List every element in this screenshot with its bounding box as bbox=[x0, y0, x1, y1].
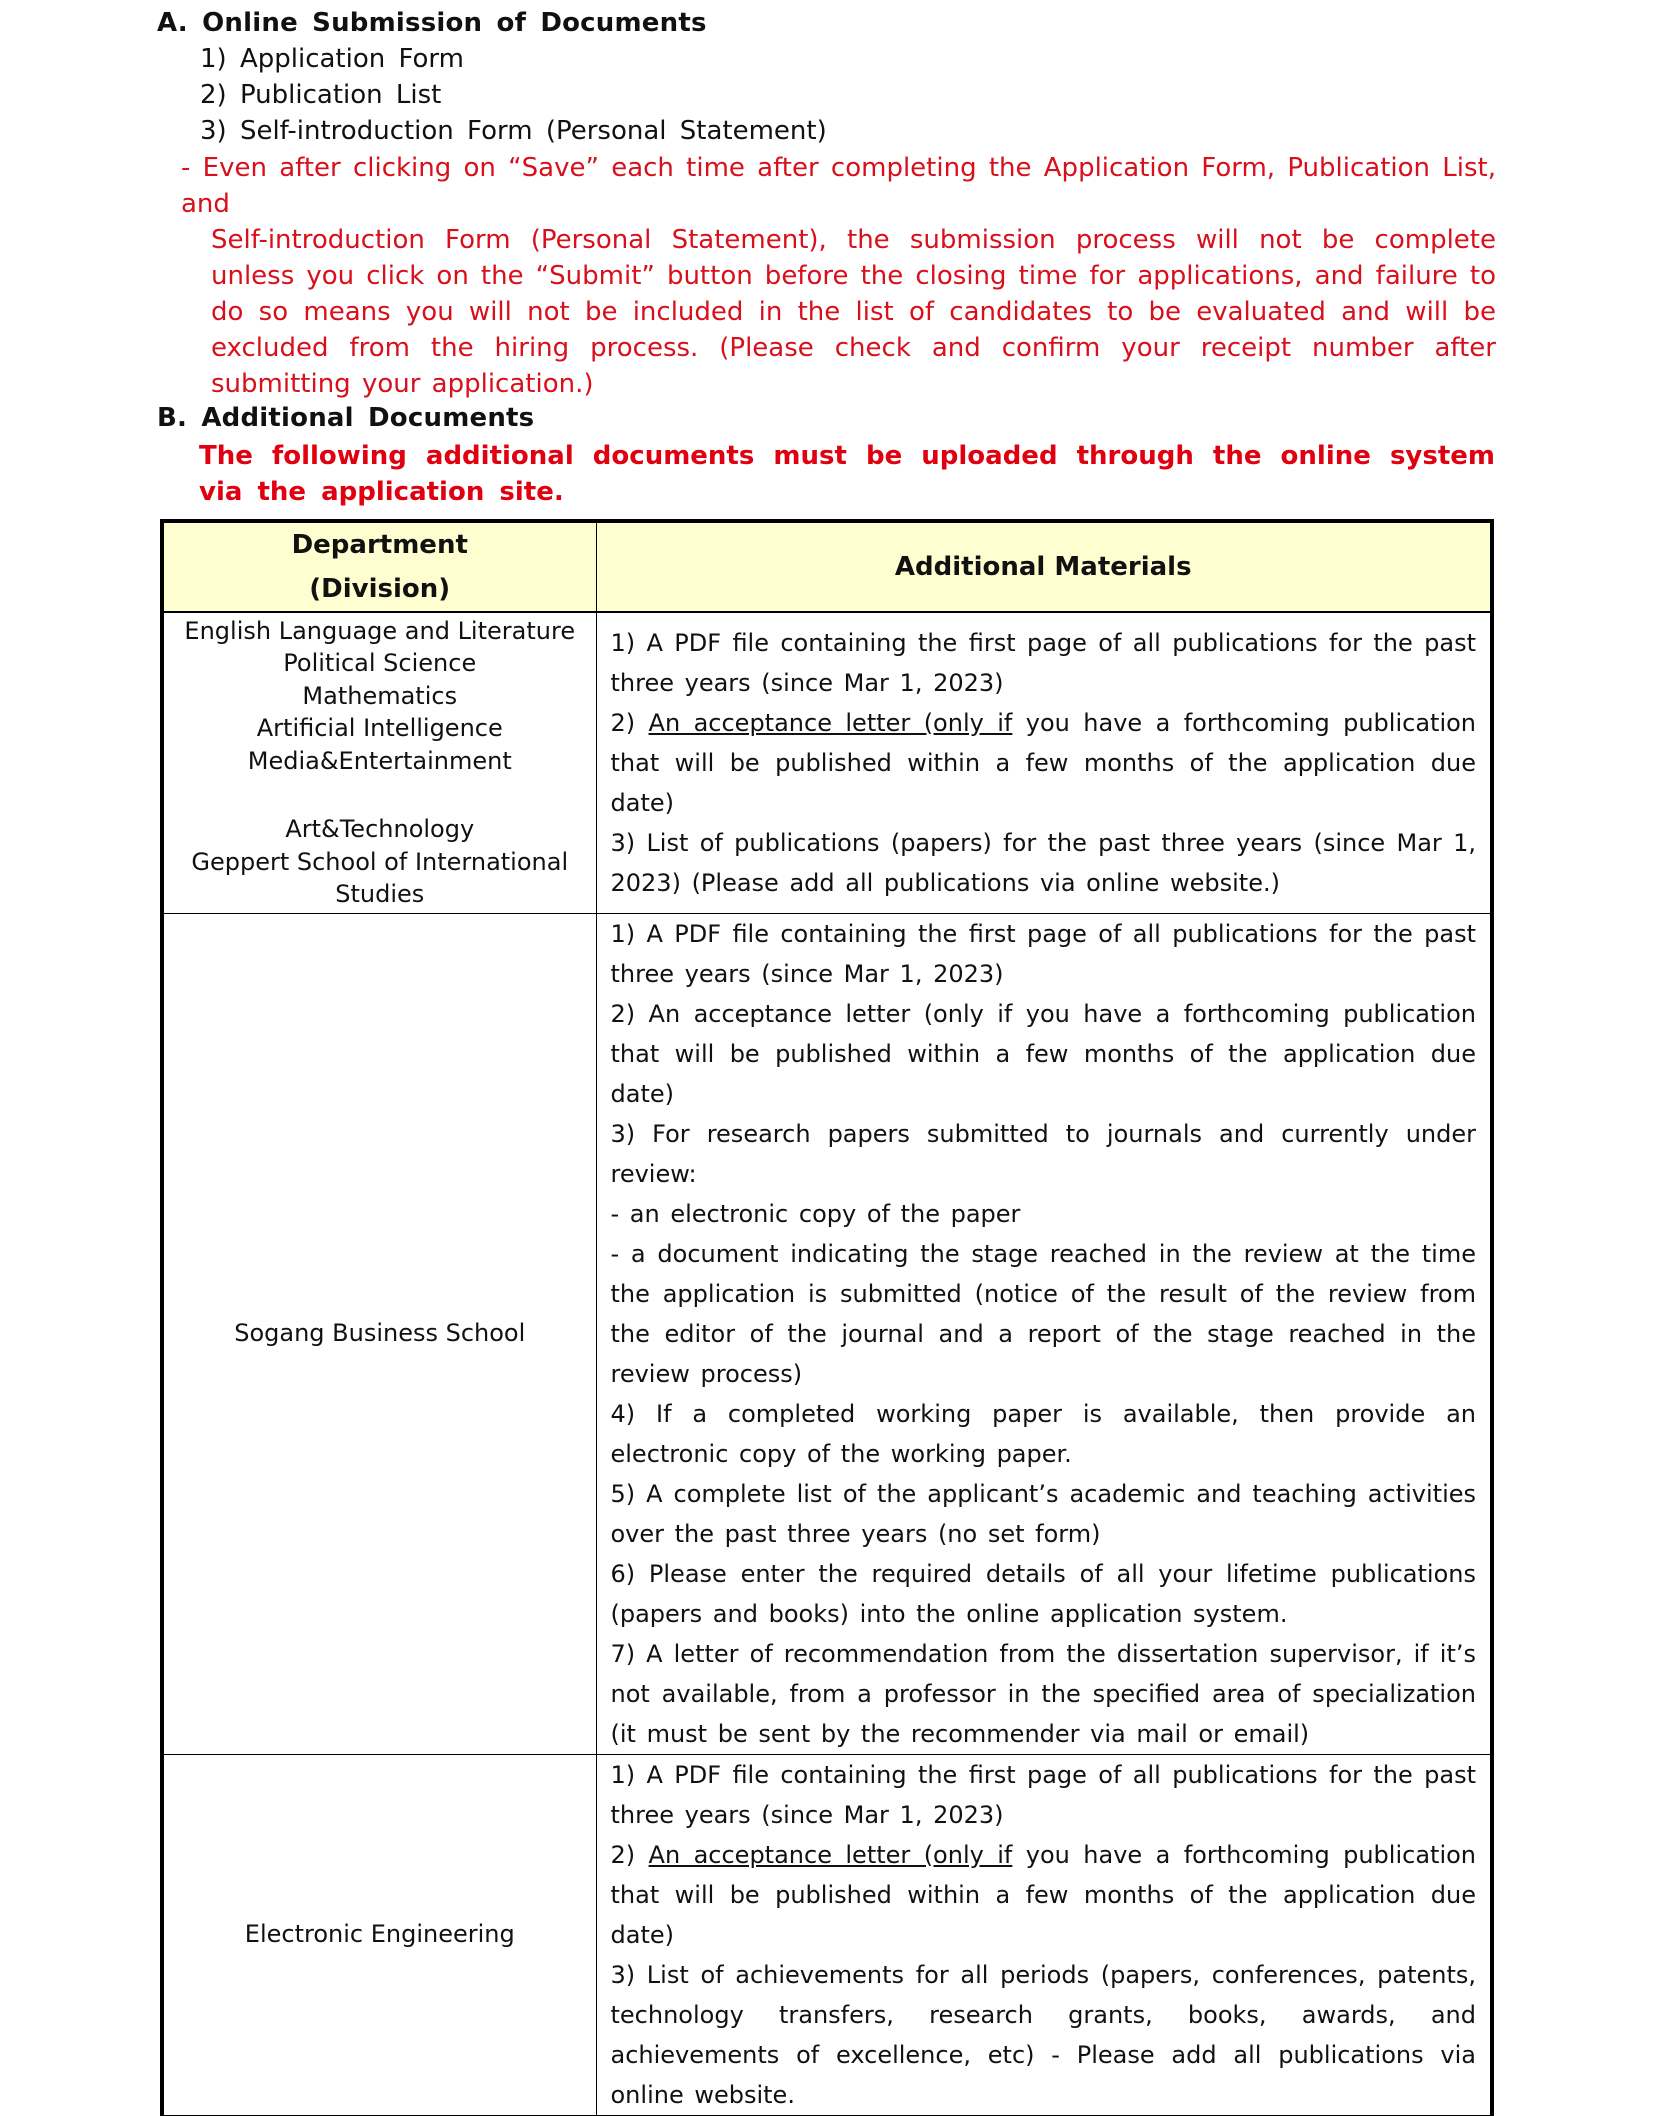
note-body: Self-introduction Form (Personal Statement), the submission process will not be complete unless you click on the “Submit” button before the closing time for applications, and failure to do so means you will not be included in the list of candidates to be evaluated and will be excluded from the hiring process. (Please check and confirm your receipt number after submitting your application.) bbox=[211, 225, 1496, 399]
department-name: Media&Entertainment bbox=[247, 746, 512, 775]
material-item: 3) List of publications (papers) for the past three years (since Mar 1, 2023) (Please add all publications via online website.) bbox=[610, 828, 1476, 897]
department-name: Studies bbox=[335, 880, 425, 909]
section-b-title: B. Additional Documents bbox=[157, 403, 535, 433]
header-department-line1: Department bbox=[291, 530, 468, 560]
material-item bbox=[611, 1835, 1477, 1955]
material-rest: you have a forthcoming publication that will be published within a few months of the application due date) bbox=[610, 1840, 1477, 1949]
section-a-item: 2) Publication List bbox=[200, 80, 442, 110]
material-item: 3) List of achievements for all periods (papers, conferences, patents, technology transfers, research grants, books, awards, and achievements of excellence, etc) - Please add all publications via online website. bbox=[610, 1960, 1476, 2109]
material-item: 2) An acceptance letter (only if you have a forthcoming publication that will be published within a few months of the application due date) bbox=[610, 999, 1476, 1108]
material-item: 7) A letter of recommendation from the dissertation supervisor, if it’s not available, from a professor in the specified area of specialization (it must be sent by the recommender via mail or email) bbox=[610, 1639, 1476, 1748]
material-item: - an electronic copy of the paper bbox=[610, 1199, 1021, 1228]
material-prefix: 2) bbox=[610, 708, 649, 737]
material-item: 1) A PDF file containing the first page of all publications for the past three years (since Mar 1, 2023) bbox=[610, 919, 1476, 988]
department-name: Geppert School of International bbox=[191, 847, 569, 876]
material-item: 4) If a completed working paper is available, then provide an electronic copy of the working paper. bbox=[610, 1399, 1476, 1468]
header-materials: Additional Materials bbox=[596, 521, 1492, 612]
additional-documents-table bbox=[160, 519, 1494, 2116]
table-row bbox=[162, 1754, 1492, 2115]
material-item: 3) For research papers submitted to journals and currently under review: bbox=[610, 1119, 1476, 1188]
department-name: English Language and Literature bbox=[184, 616, 576, 645]
material-prefix: 2) bbox=[610, 1840, 649, 1869]
materials-cell bbox=[596, 913, 1492, 1754]
material-rest: you have a forthcoming publication that will be published within a few months of the application due date) bbox=[610, 708, 1477, 817]
note-first-line: - Even after clicking on “Save” each time after completing the Application Form, Publication List, and bbox=[181, 153, 1496, 219]
department-cell bbox=[162, 612, 596, 913]
material-underlined: An acceptance letter (only if bbox=[648, 708, 1013, 737]
submission-warning-note bbox=[181, 150, 1496, 402]
materials-cell bbox=[596, 612, 1492, 913]
materials-cell bbox=[596, 1754, 1492, 2115]
material-item: 6) Please enter the required details of all your lifetime publications (papers and books) into the online application system. bbox=[610, 1559, 1476, 1628]
department-name: Artificial Intelligence bbox=[256, 714, 503, 743]
table-row bbox=[162, 612, 1492, 913]
header-department-line2: (Division) bbox=[309, 574, 451, 604]
department-name: Political Science bbox=[283, 649, 477, 678]
department-cell: Electronic Engineering bbox=[162, 1754, 596, 2115]
material-item: 1) A PDF file containing the first page of all publications for the past three years (since Mar 1, 2023) bbox=[610, 1760, 1476, 1829]
material-item bbox=[611, 703, 1477, 823]
department-name: Art&Technology bbox=[285, 815, 475, 844]
section-a-item: 3) Self-introduction Form (Personal Statement) bbox=[200, 116, 827, 146]
section-a-item: 1) Application Form bbox=[200, 44, 464, 74]
upload-notice: The following additional documents must be uploaded through the online system via the application site. bbox=[199, 441, 1495, 507]
section-a-title: A. Online Submission of Documents bbox=[157, 8, 707, 38]
material-item: 5) A complete list of the applicant’s academic and teaching activities over the past three years (no set form) bbox=[610, 1479, 1476, 1548]
department-name: Mathematics bbox=[302, 681, 458, 710]
table-header-row bbox=[162, 521, 1492, 612]
material-item: - a document indicating the stage reached in the review at the time the application is submitted (notice of the result of the review from the editor of the journal and a report of the stage reached in the review process) bbox=[610, 1239, 1476, 1388]
material-underlined: An acceptance letter (only if bbox=[648, 1840, 1013, 1869]
department-cell: Sogang Business School bbox=[162, 913, 596, 1754]
header-department bbox=[162, 521, 596, 612]
department-spacer bbox=[164, 777, 596, 813]
table-row bbox=[162, 913, 1492, 1754]
material-item: 1) A PDF file containing the first page of all publications for the past three years (since Mar 1, 2023) bbox=[610, 628, 1476, 697]
